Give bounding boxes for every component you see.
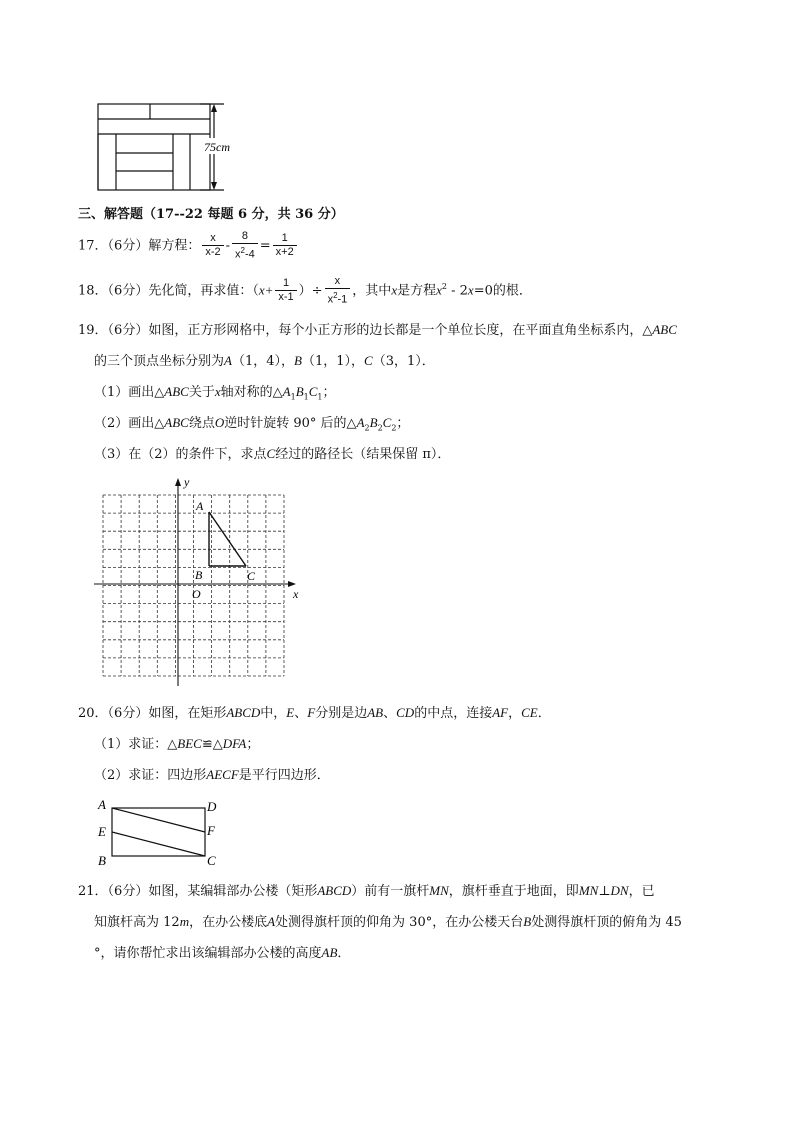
question-19-sub1: （1）画出△ABC关于x轴对称的$\triangle A_1B_1C_1$； — [94, 384, 336, 402]
arrow-down-icon — [211, 182, 217, 190]
rectangle-figure — [92, 794, 232, 870]
panel-outer-frame — [98, 104, 210, 190]
label-b: B — [98, 853, 106, 868]
question-19-line2: 的三个顶点坐标分别为A（1，4），B（1，1），C（3，1）． — [94, 353, 435, 369]
question-19-line1: 19．（6分）如图，正方形网格中，每个小正方形的边长都是一个单位长度，在平面直角坐标系内，△ABC — [78, 322, 677, 338]
label-o: O — [192, 587, 201, 601]
segment-ec — [112, 832, 205, 856]
question-20-sub2: （2）求证：四边形AECF是平行四边形． — [94, 767, 330, 783]
fraction: $\frac{1}{x-1}$ — [275, 277, 296, 304]
arrow-up-icon — [211, 104, 217, 112]
grid-lines — [103, 495, 284, 676]
label-a: A — [98, 797, 106, 812]
dimension-label: 75cm — [204, 140, 230, 154]
section-title: 三、解答题（17--22 每题 6 分，共 36 分） — [78, 207, 344, 222]
question-17: 17．（6分）解方程： $\frac{x}{x-2}$ - $\frac{8}{x^2-4}$ = $\frac{1}{x+2}$ — [78, 230, 299, 262]
label-f: F — [207, 823, 215, 838]
question-20-line1: 20．（6分）如图，在矩形ABCD中，E、F分别是边AB、CD的中点，连接AF，CE． — [78, 705, 551, 721]
fraction: $\frac{x}{x-2}$ — [202, 232, 223, 259]
label-d: D — [207, 799, 217, 814]
label-y: y — [184, 475, 190, 489]
label-b: B — [195, 568, 203, 582]
question-21-line3: °，请你帮忙求出该编辑部办公楼的高度AB． — [94, 945, 351, 961]
question-18: 18．（6分）先化简，再求值：（x+ $\frac{1}{x-1}$ ）÷ $\frac{x}{x^2-1}$ ，其中x是方程$x^2 - 2x=0$的根． — [78, 275, 532, 306]
triangle-abc — [209, 512, 246, 566]
label-x: x — [293, 587, 299, 601]
label-c: C — [247, 569, 256, 583]
rectangle-abcd — [112, 808, 205, 856]
label-a: A — [196, 499, 204, 513]
coordinate-grid-figure — [90, 474, 310, 689]
question-21-line1: 21．（6分）如图，某编辑部办公楼（矩形ABCD）前有一旗杆MN，旗杆垂直于地面，即MN⊥DN，已 — [78, 883, 655, 899]
question-20-sub1: （1）求证：△BEC≌△DFA； — [94, 736, 260, 752]
label-e: E — [98, 824, 106, 839]
label-c: C — [207, 853, 216, 868]
panel-figure — [94, 98, 244, 194]
question-21-line2: 知旗杆高为 12m，在办公楼底A处测得旗杆顶的仰角为 30°，在办公楼天台B处测得旗杆顶的俯角为 45 — [94, 914, 682, 930]
segment-af — [112, 808, 205, 832]
fraction: $\frac{8}{x^2-4}$ — [232, 230, 258, 262]
question-19-sub3: （3）在（2）的条件下，求点C经过的路径长（结果保留 π）． — [94, 446, 451, 462]
fraction: $\frac{x}{x^2-1}$ — [325, 275, 351, 307]
fraction: $\frac{1}{x+2}$ — [273, 232, 297, 259]
question-19-sub2: （2）画出△ABC绕点O逆时针旋转 90° 后的$\triangle A_2B_2C_2$； — [94, 415, 410, 433]
y-axis-arrow-icon — [175, 478, 181, 486]
